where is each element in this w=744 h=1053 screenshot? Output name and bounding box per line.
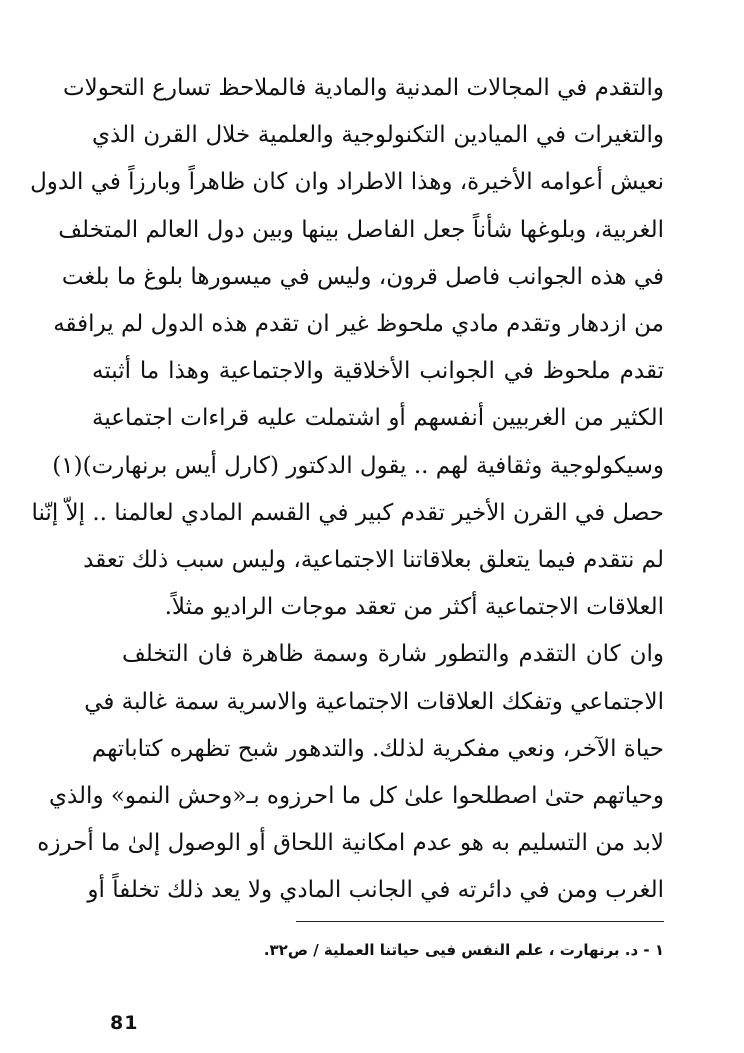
text-line: حصل في القرن الأخير تقدم كبير في القسم المادي لعالمنا .. إلاّ إنّنا: [31, 499, 664, 526]
text-line: العلاقات الاجتماعية أكثر من تعقد موجات الراديو مثلاً.: [164, 594, 664, 621]
text-line: لابد من التسليم به هو عدم امكانية اللحاق أو الوصول إلىٰ ما أحرزه: [37, 830, 664, 857]
text-line: لم نتقدم فيما يتعلق بعلاقاتنا الاجتماعية، وليس سبب ذلك تعقد: [83, 547, 664, 573]
text-line: والتغيرات في الميادين التكنولوجية والعلمية خلال القرن الذي: [92, 122, 664, 149]
text-line: الغرب ومن في دائرته في الجانب المادي ولا يعد ذلك تخلفاً أو: [87, 877, 664, 904]
text-line: والتقدم في المجالات المدنية والمادية فالملاحظ تسارع التحولات: [63, 75, 664, 101]
page-number: 81: [110, 1012, 139, 1034]
footnote: ١ - د. برنهارت ، علم النفس فيى حياتنا العملية / ص٣٢.: [263, 941, 664, 959]
text-line: وحياتهم حتىٰ اصطلحوا علىٰ كل ما احرزوه بـ«وحش النمو» والذي: [48, 783, 664, 809]
text-line: وسيكولوجية وثقافية لهم .. يقول الدكتور (كارل أيس برنهارت)(١): [52, 452, 664, 479]
text-line: نعيش أعوامه الأخيرة، وهذا الاطراد وان كان ظاهراً وبارزاً في الدول: [30, 169, 664, 196]
text-line: في هذه الجوانب فاصل قرون، وليس في ميسورها بلوغ ما بلغت: [61, 263, 664, 290]
text-line: الكثير من الغربيين أنفسهم أو اشتملت عليه قراءات اجتماعية: [92, 405, 664, 432]
footnote-divider: [296, 921, 664, 922]
text-line: الاجتماعي وتفكك العلاقات الاجتماعية والاسرية سمة غالبة في: [84, 688, 664, 715]
text-line: وان كان التقدم والتطور شارة وسمة ظاهرة فان التخلف: [122, 641, 664, 668]
text-line: حياة الآخر، ونعي مفكرية لذلك. والتدهور شبح تظهره كتاباتهم: [91, 735, 664, 762]
text-line: تقدم ملحوظ في الجوانب الأخلاقية والاجتماعية وهذا ما أثبته: [92, 358, 664, 385]
text-line: من ازدهار وتقدم مادي ملحوظ غير ان تقدم هذه الدول لم يرافقه: [53, 311, 664, 337]
text-line: الغربية، وبلوغها شأناً جعل الفاصل بينها وبين دول العالم المتخلف: [58, 216, 664, 243]
